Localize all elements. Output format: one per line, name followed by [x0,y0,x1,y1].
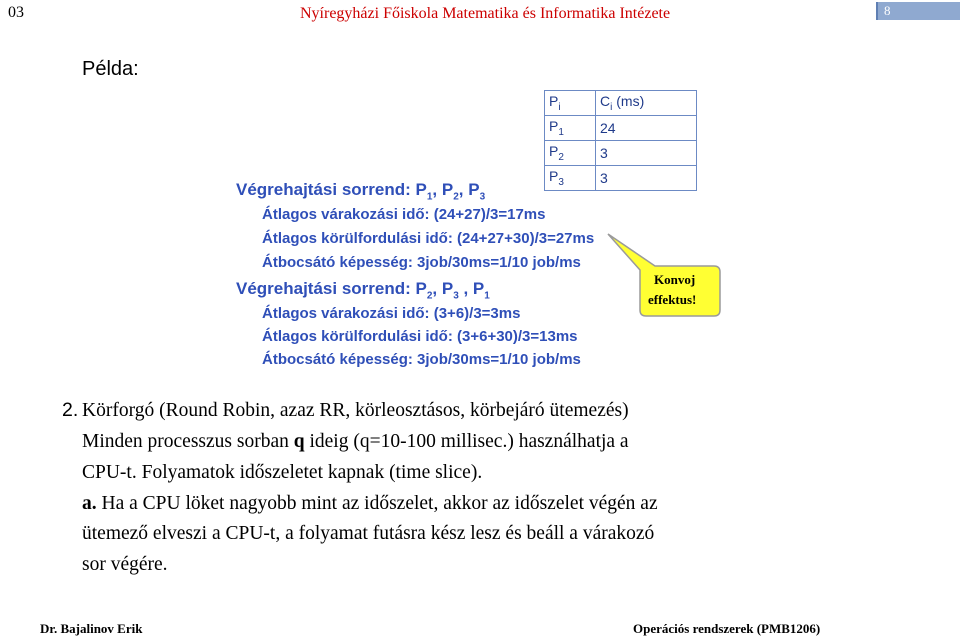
rr-line2 [82,427,629,457]
rr-line3: CPU-t. Folyamatok időszeletet kapnak (time slice). [82,462,483,483]
row-burst: 3 [596,141,697,166]
table-row [545,141,697,166]
order2-throughput: Átbocsátó képesség: 3job/30ms=1/10 job/ms [262,351,581,368]
slide-section-number: 03 [8,4,24,21]
rr-subitem-a: a. [82,493,97,514]
callout-line1: Konvoj [654,272,696,287]
example-label: Példa: [82,58,139,80]
rr-heading: Körforgó (Round Robin, azaz RR, körleosztásos, körbejáró ütemezés) [82,400,629,421]
rr-quantum-q: q [293,431,305,452]
order2-title: Végrehajtási sorrend: $P_2$, $P_3$ , $P_1$ [236,279,490,302]
order1-avg-wait: Átlagos várakozási idő: (24+27)/3=17ms [262,206,546,223]
callout-line2: effektus! [648,292,697,307]
header-ci: $C_i$ (ms) [596,91,697,116]
order1-title: Végrehajtási sorrend: $P_1$, $P_2$, $P_3$ [236,180,486,203]
order2-avg-wait: Átlagos várakozási idő: (3+6)/3=3ms [262,305,521,322]
page-number: 8 [884,3,891,18]
row-process: $P_2$ [545,141,596,166]
footer-author: Dr. Bajalinov Erik [40,621,143,636]
rr-item-number: 2. [62,399,79,421]
header-pi: $P_i$ [545,91,596,116]
rr-line2-pre: Minden processzus sorban [82,431,294,452]
order2-avg-turnaround: Átlagos körülfordulási idő: (3+6+30)/3=13ms [262,328,578,345]
rr-line2-post: ideig (q=10-100 millisec.) használhatja a [304,431,629,452]
table-row [545,116,697,141]
row-burst: 3 [596,166,697,191]
table-row [545,166,697,191]
rr-line6: sor végére. [82,554,168,575]
order1-throughput: Átbocsátó képesség: 3job/30ms=1/10 job/ms [262,254,581,271]
row-burst: 24 [596,116,697,141]
institute-title: Nyíregyházi Főiskola Matematika és Informatika Intézete [300,5,671,22]
rr-line4-post: Ha a CPU löket nagyobb mint az időszelet, akkor az időszelet végén az [96,493,658,514]
rr-line5: ütemező elveszi a CPU-t, a folyamat futásra kész lesz és beáll a várakozó [82,523,655,544]
footer-course: Operációs rendszerek (PMB1206) [633,621,821,636]
row-process: $P_3$ [545,166,596,191]
process-table [544,90,697,191]
row-process: $P_1$ [545,116,596,141]
order1-avg-turnaround: Átlagos körülfordulási idő: (24+27+30)/3=27ms [262,230,595,247]
rr-line4 [82,489,658,519]
table-header-row [545,91,697,116]
